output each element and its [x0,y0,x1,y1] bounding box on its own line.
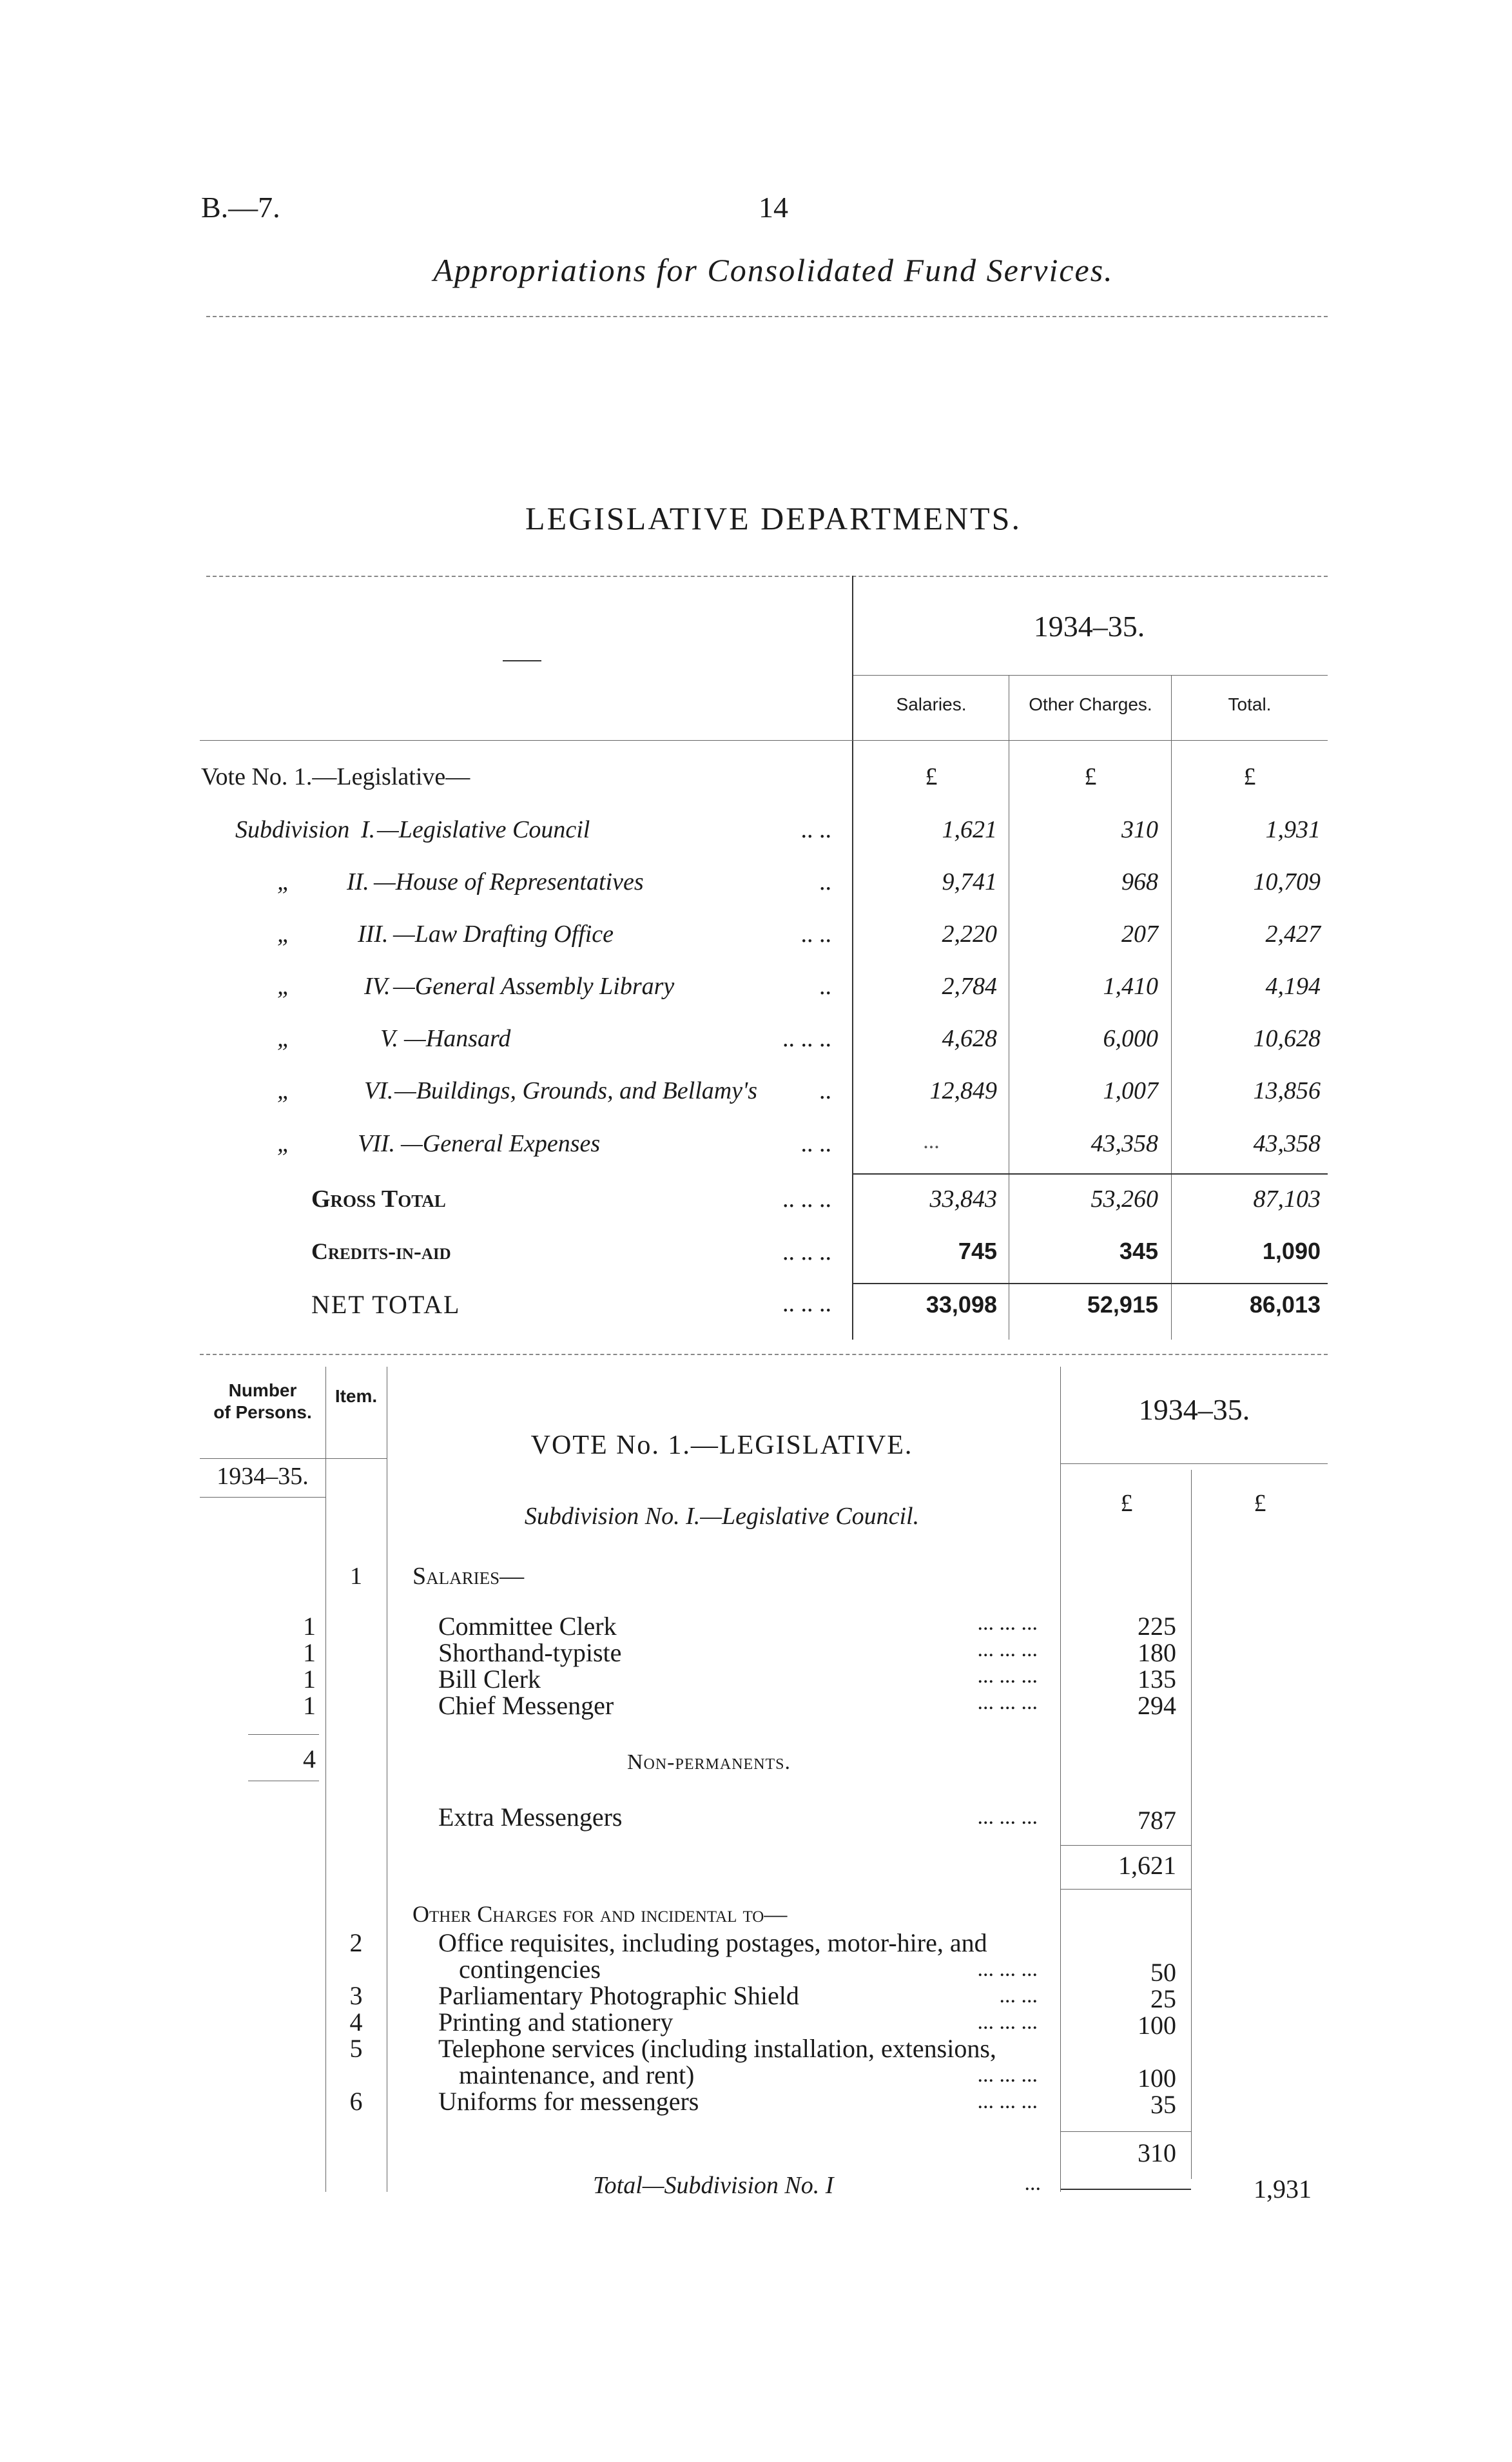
row-prefix: „ [277,1025,291,1052]
row-salaries: 4,628 [942,1025,997,1052]
summary-year: 1934–35. [1033,610,1145,643]
other-amount: 25 [1150,1984,1176,2013]
other-item-number: 3 [349,1981,363,2010]
row-name: —Buildings, Grounds, and Bellamy's [394,1077,757,1104]
row-other: 1,007 [1103,1077,1158,1104]
salary-persons: 1 [303,1638,316,1667]
salaries-subtotal-rule [1061,1845,1191,1846]
row-prefix: „ [277,868,291,895]
nonpermanents-heading: Non-permanents. [626,1750,791,1774]
row-total: 4,194 [1265,973,1321,1000]
row-leader: .. [819,868,831,895]
total-subdivision-amount: 1,931 [1254,2174,1312,2203]
row-leader: .. .. .. [782,1025,831,1052]
row-other: 207 [1121,921,1158,948]
currency-total: £ [1243,763,1256,790]
row-numeral: IV. [364,973,391,1000]
total-subdivision-label: Total—Subdivision No. I [593,2172,834,2199]
extra-leader: ... ... ... [977,1805,1038,1829]
other-amount: 50 [1150,1958,1176,1987]
net-label: NET TOTAL [311,1290,461,1319]
row-numeral: V. [380,1025,398,1052]
row-leader: .. [819,1077,831,1104]
other-leader: ... ... ... [977,1957,1038,1981]
persons-total: 4 [303,1744,316,1773]
other-item-number: 5 [349,2034,363,2063]
salary-label: Committee Clerk [438,1612,617,1641]
page-number: 14 [759,191,788,224]
running-title: Appropriations for Consolidated Fund Services. [433,252,1114,288]
salary-leader: ... ... ... [977,1611,1038,1635]
vote-label: Vote No. 1.—Legislative— [201,763,470,790]
salary-persons: 1 [303,1612,316,1641]
row-other: 310 [1121,816,1158,843]
salary-amount: 225 [1138,1612,1176,1641]
persons-header-line1: Number [228,1380,297,1400]
row-prefix: „ [277,973,291,1000]
other-charges-heading: Other Charges for and incidental to— [412,1901,788,1927]
col-header-other-charges: Other Charges. [1029,694,1152,714]
credits-total: 1,090 [1262,1238,1321,1264]
detail-currency-2: £ [1254,1490,1266,1517]
salary-leader: ... ... ... [977,1664,1038,1688]
row-other: 968 [1121,868,1158,895]
gross-total: 87,103 [1253,1186,1321,1213]
row-other: 1,410 [1103,973,1158,1000]
other-line1: Printing and stationery [438,2008,674,2037]
salaries-heading: Salaries— [412,1563,525,1590]
row-name: —House of Representatives [374,868,644,895]
row-total: 43,358 [1253,1130,1321,1157]
credits-leader: .. .. .. [782,1238,831,1265]
persons-header [200,1380,325,1423]
credits-label: Credits-in-aid [311,1238,451,1264]
subdivision-title: Subdivision No. I.—Legislative Council. [524,1503,920,1530]
row-name: —Legislative Council [377,816,590,843]
other-line2: maintenance, and rent) [459,2060,695,2089]
row-leader: .. .. [800,921,831,948]
detail-year: 1934–35. [1138,1393,1250,1426]
salaries-subtotal-rule-bottom [1061,1889,1191,1890]
row-salaries: 12,849 [929,1077,997,1104]
gross-label: Gross Total [311,1186,446,1213]
other-leader: ... ... ... [977,2010,1038,2034]
other-leader: ... ... ... [977,2089,1038,2113]
vote-title: VOTE No. 1.—LEGISLATIVE. [530,1431,913,1460]
salary-label: Shorthand-typiste [438,1638,622,1667]
row-total: 2,427 [1265,921,1321,948]
row-prefix: Subdivision [235,816,350,843]
row-prefix: „ [277,1130,291,1157]
credits-other: 345 [1119,1238,1158,1264]
row-salaries: 1,621 [942,816,997,843]
other-amount: 100 [1138,2064,1176,2093]
detail-currency-1: £ [1120,1490,1133,1517]
other-subtotal: 310 [1138,2138,1176,2167]
salary-amount: 294 [1138,1691,1176,1720]
persons-header-line2: of Persons. [213,1402,312,1422]
other-amount: 100 [1138,2011,1176,2040]
persons-year: 1934–35. [217,1463,309,1490]
other-subtotal-rule [1061,2131,1191,2132]
row-numeral: I. [361,816,376,843]
row-numeral: III. [358,921,389,948]
detail-money-divider [1060,1367,1061,2192]
row-leader: .. .. [800,1130,831,1157]
row-other: 43,358 [1090,1130,1158,1157]
row-name: —Hansard [404,1025,511,1052]
summary-title: LEGISLATIVE DEPARTMENTS. [525,500,1022,536]
other-item-number: 2 [349,1928,363,1957]
row-numeral: II. [347,868,369,895]
salary-amount: 180 [1138,1638,1176,1667]
other-leader: ... ... ... [977,2063,1038,2087]
gross-salaries: 33,843 [929,1186,997,1213]
row-salaries: 2,220 [942,921,997,948]
row-numeral: VII. [358,1130,396,1157]
net-rule [853,1283,1328,1284]
salary-persons: 1 [303,1665,316,1694]
summary-top-rule [206,576,1328,577]
header-rule [206,316,1328,317]
salary-label: Chief Messenger [438,1691,614,1720]
col-header-total: Total. [1228,694,1272,714]
summary-divider [852,576,853,1340]
detail-amount-divider [1191,1470,1192,2179]
gross-other: 53,260 [1090,1186,1158,1213]
row-total: 13,856 [1253,1077,1321,1104]
net-salaries: 33,098 [926,1291,997,1318]
row-total: 10,628 [1253,1025,1321,1052]
gross-leader: .. .. .. [782,1186,831,1213]
credits-salaries: 745 [958,1238,997,1264]
currency-salaries: £ [925,763,938,790]
row-numeral: VI. [364,1077,394,1104]
detail-year-rule [1061,1463,1328,1464]
other-item-number: 4 [349,2008,363,2037]
salary-amount: 135 [1138,1665,1176,1694]
summary-year-rule [853,675,1328,676]
salary-leader: ... ... ... [977,1690,1038,1714]
row-total: 1,931 [1265,816,1321,843]
other-line1: Parliamentary Photographic Shield [438,1981,799,2010]
row-salaries: 9,741 [942,868,997,895]
gross-rule [853,1173,1328,1175]
extra-label: Extra Messengers [438,1803,623,1832]
other-item-number: 6 [349,2087,363,2116]
salary-leader: ... ... ... [977,1637,1038,1661]
other-leader: ... ... [999,1984,1038,2008]
salaries-item-number: 1 [350,1563,362,1590]
persons-year-rule [200,1497,325,1498]
row-total: 10,709 [1253,868,1321,895]
row-name: —General Assembly Library [393,973,675,1000]
row-prefix: „ [277,1077,291,1104]
net-other: 52,915 [1087,1291,1158,1318]
detail-top-rule [200,1354,1328,1355]
extra-amount: 787 [1138,1806,1176,1835]
row-leader: .. .. [800,816,831,843]
currency-other: £ [1084,763,1097,790]
salary-label: Bill Clerk [438,1665,541,1694]
row-prefix: „ [277,921,291,948]
item-header: Item. [334,1386,378,1406]
other-line1: Uniforms for messengers [438,2087,699,2116]
row-leader: .. [819,973,831,1000]
row-salaries: 2,784 [942,973,997,1000]
salary-persons: 1 [303,1691,316,1720]
other-amount: 35 [1150,2090,1176,2119]
col-header-salaries: Salaries. [896,694,967,714]
other-line1: Telephone services (including installation, extensions, [438,2034,996,2063]
summary-dash [503,660,541,661]
summary-header-rule [200,740,1328,741]
other-line1: Office requisites, including postages, motor-hire, and [438,1928,987,1957]
net-leader: .. .. .. [782,1290,831,1317]
salaries-subtotal: 1,621 [1118,1851,1176,1880]
persons-header-rule [200,1458,387,1459]
total-rule [1061,2189,1191,2190]
persons-total-rule [248,1734,319,1735]
total-subdivision-leader: ... [1024,2171,1041,2195]
detail-persons-divider [325,1367,326,2192]
doc-reference: B.—7. [201,191,280,224]
row-salaries: ... [923,1129,940,1153]
row-other: 6,000 [1103,1025,1158,1052]
net-total: 86,013 [1249,1291,1321,1318]
other-line2: contingencies [459,1955,601,1984]
row-name: —Law Drafting Office [393,921,614,948]
summary-col-divider-2 [1171,675,1172,1340]
row-name: —General Expenses [401,1130,601,1157]
